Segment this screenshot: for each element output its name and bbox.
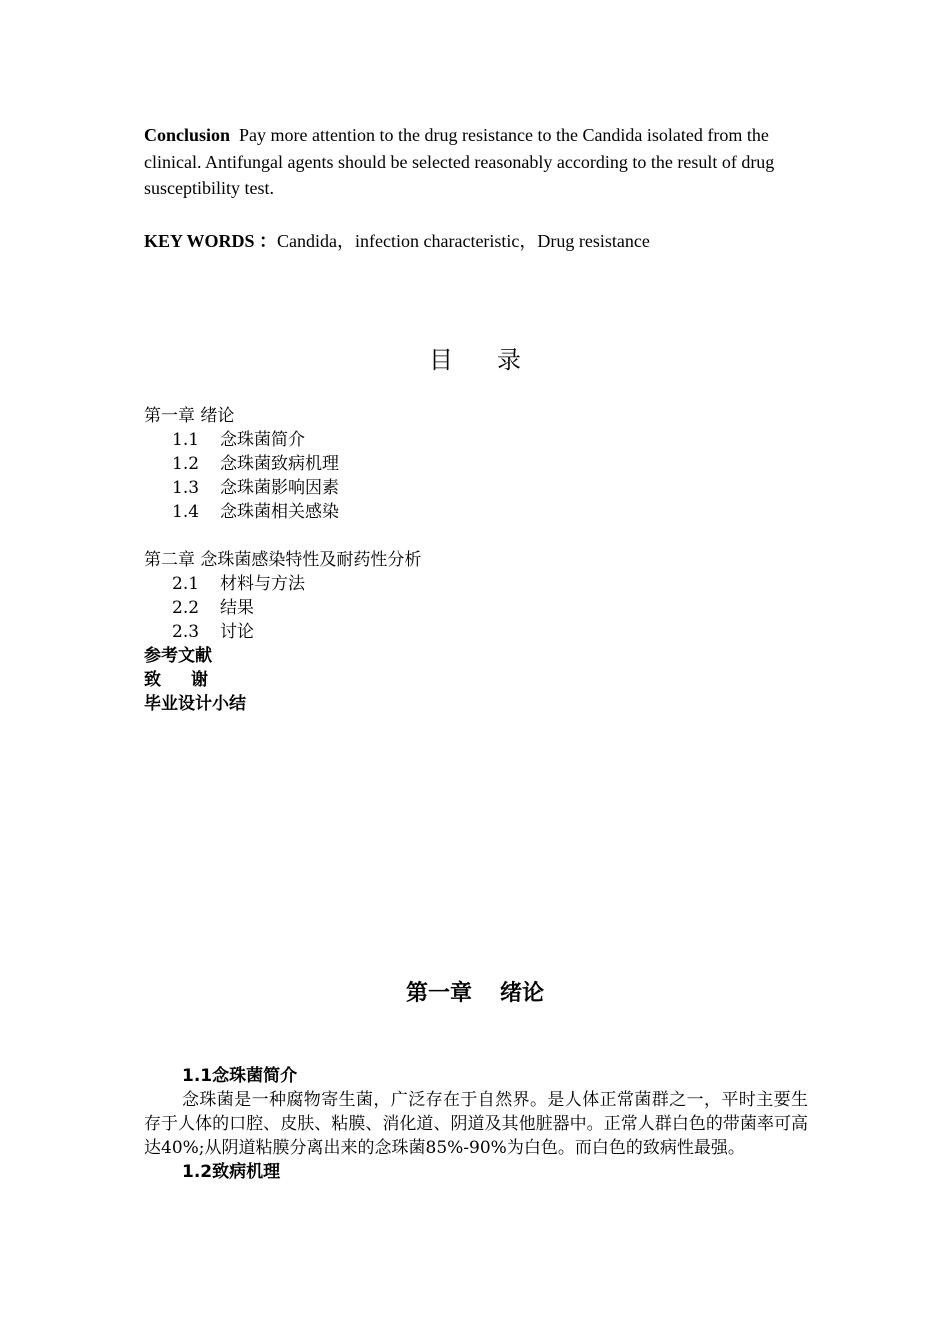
- toc-chapter-2[interactable]: 第二章 念珠菌感染特性及耐药性分析: [144, 550, 422, 570]
- toc-item[interactable]: [144, 500, 812, 524]
- toc-item-number: 2.3: [172, 622, 200, 642]
- chapter-body: [144, 1064, 808, 1184]
- toc-item-number: 2.2: [172, 598, 200, 618]
- toc-acknowledgements-char-1: 致: [144, 670, 161, 690]
- chapter-heading: [0, 976, 950, 1007]
- toc-item[interactable]: [144, 620, 812, 644]
- toc-acknowledgements-char-2: 谢: [191, 670, 208, 690]
- toc-item-label: 念珠菌相关感染: [220, 502, 339, 522]
- toc-references[interactable]: 参考文献: [144, 646, 212, 666]
- toc-item-label: 讨论: [220, 622, 254, 642]
- toc-title: [0, 340, 950, 375]
- toc-item[interactable]: [144, 428, 812, 452]
- toc-item-label: 念珠菌致病机理: [220, 454, 339, 474]
- toc-item-number: 1.3: [172, 478, 200, 498]
- toc-chapter-1[interactable]: 第一章 绪论: [144, 406, 235, 426]
- keywords-label: KEY WORDS ：: [144, 231, 278, 251]
- chapter-heading-number: 第一章: [405, 981, 472, 1006]
- toc-item-label: 结果: [220, 598, 254, 618]
- table-of-contents: [144, 404, 812, 716]
- toc-item-label: 材料与方法: [220, 574, 305, 594]
- toc-acknowledgements[interactable]: [144, 668, 812, 692]
- section-paragraph-1-1: 念珠菌是一种腐物寄生菌，广泛存在于自然界。是人体正常菌群之一，平时主要生存于人体的口腔、皮肤、粘膜、消化道、阴道及其他脏器中。正常人群白色的带菌率可高达40%;从阴道粘膜分离出来的念珠菌85%-90%为白色。而白色的致病性最强。: [144, 1090, 808, 1158]
- keywords-text: Candida，infection characteristic，Drug resistance: [277, 231, 650, 251]
- toc-title-char-2: 录: [497, 346, 521, 374]
- conclusion-label: Conclusion: [144, 125, 231, 145]
- toc-item[interactable]: [144, 596, 812, 620]
- toc-item[interactable]: [144, 452, 812, 476]
- toc-item-label: 念珠菌简介: [220, 430, 305, 450]
- section-heading-1-1: 1.1念珠菌简介: [182, 1066, 298, 1086]
- toc-summary[interactable]: 毕业设计小结: [144, 694, 246, 714]
- toc-item-number: 1.1: [172, 430, 200, 450]
- conclusion-paragraph: [144, 122, 812, 202]
- toc-item-number: 2.1: [172, 574, 200, 594]
- toc-item[interactable]: [144, 572, 812, 596]
- toc-item-label: 念珠菌影响因素: [220, 478, 339, 498]
- toc-item-number: 1.2: [172, 454, 200, 474]
- chapter-heading-title: 绪论: [500, 981, 545, 1006]
- toc-spacer: [144, 524, 812, 548]
- keywords-line: [144, 228, 812, 255]
- toc-title-char-1: 目: [429, 346, 453, 374]
- toc-item-number: 1.4: [172, 502, 200, 522]
- conclusion-text: Pay more attention to the drug resistance to the Candida isolated from the clinical. Antifungal agents should be selected reasonably according to the result of drug susceptibility test.: [144, 125, 775, 198]
- toc-item[interactable]: [144, 476, 812, 500]
- section-heading-1-2: 1.2致病机理: [182, 1162, 281, 1182]
